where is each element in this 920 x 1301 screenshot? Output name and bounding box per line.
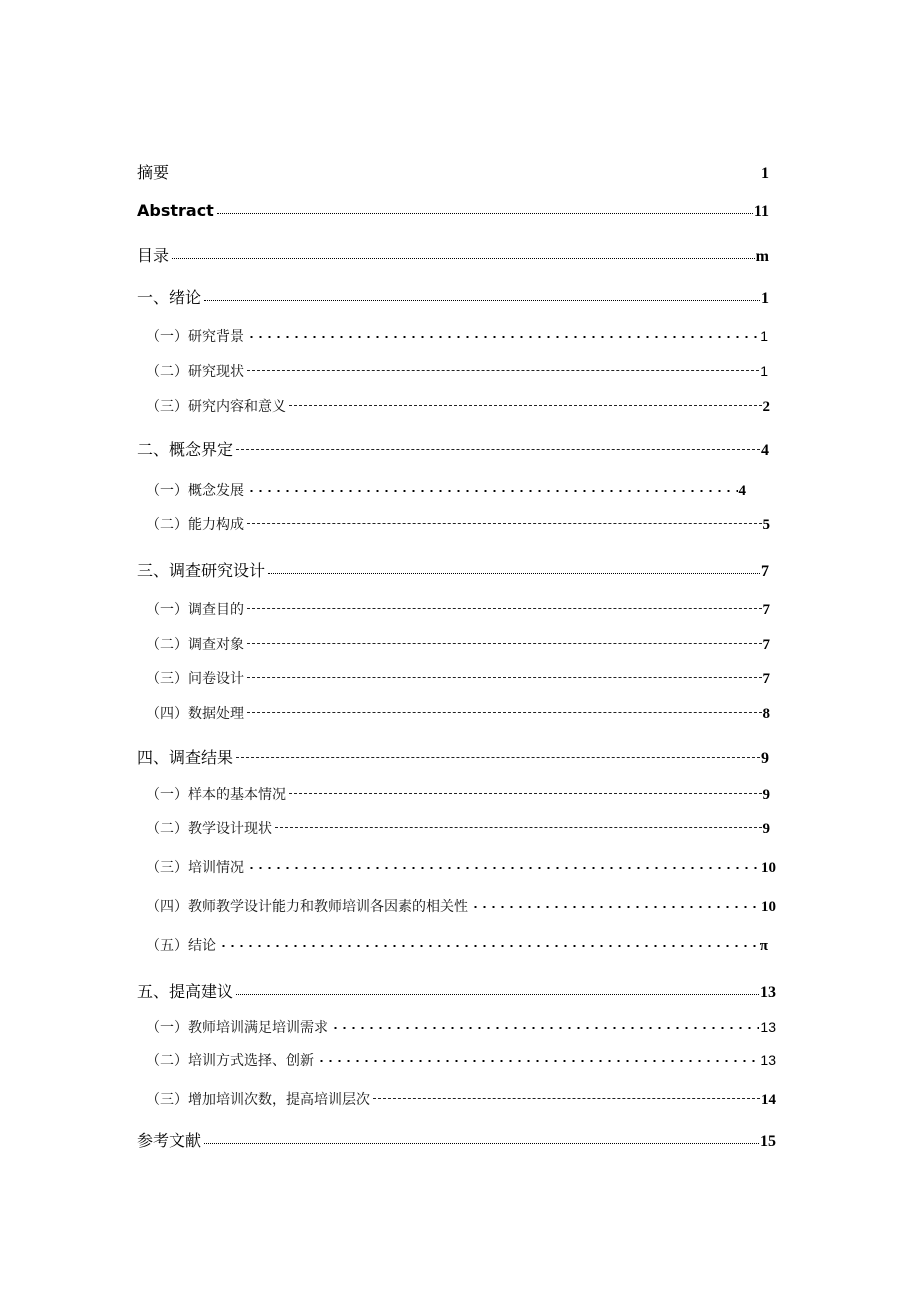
toc-entry-chapter-3[interactable] [137,558,769,581]
toc-entry-section-4-3[interactable] [146,857,776,877]
toc-leader [289,391,762,406]
toc-entry-page: 4 [738,483,746,499]
toc-leader [236,743,760,758]
toc-entry-page: 2 [762,399,770,415]
toc-entry-section-4-2[interactable] [146,818,770,838]
toc-entry-label: 摘要 [137,163,170,182]
toc-entry-chapter-4[interactable] [137,745,769,768]
toc-entry-label: 参考文献 [137,1131,202,1150]
toc-entry-label: 目录 [137,246,170,265]
toc-leader [247,698,762,713]
toc-entry-label: （三）研究内容和意义 [146,399,286,415]
toc-entry-section-1-2[interactable] [146,361,768,381]
toc-entry-page: 1 [761,165,769,182]
toc-entry-section-5-1[interactable] [146,1017,776,1037]
toc-entry-page: 11 [753,203,769,220]
toc-leader [172,244,755,259]
toc-entry-section-4-1[interactable] [146,784,770,804]
toc-entry-section-1-1[interactable] [146,326,768,346]
toc-entry-label: （三）增加培训次数，提高培训层次 [146,1092,370,1108]
toc-leader [247,867,760,869]
toc-entry-label: 五、提高建议 [137,982,234,1001]
toc-entry-label: （二）教学设计现状 [146,821,272,837]
toc-entry-label: （二）能力构成 [146,517,244,533]
toc-leader [317,1060,759,1062]
toc-entry-page: 13 [760,984,776,1001]
toc-entry-label: 一、绪论 [137,288,202,307]
toc-entry-page: m [755,248,769,265]
toc-leader [236,435,760,450]
toc-entry-label: （一）教师培训满足培训需求 [146,1020,328,1036]
toc-entry-label: （五）结论 [146,938,216,954]
toc-leader [373,1084,760,1099]
toc-entry-section-1-3[interactable] [146,396,770,416]
toc-entry-section-4-4[interactable] [146,896,776,916]
toc-leader [247,594,762,609]
toc-leader [289,779,762,794]
toc-entry-page: 9 [762,821,770,837]
toc-entry-page: 13 [760,1052,776,1068]
toc-entry-page: 1 [760,363,768,379]
toc-entry-label: （一）样本的基本情况 [146,787,286,803]
toc-entry-page: 4 [761,442,769,459]
toc-entry-label: （三）培训情况 [146,860,244,876]
toc-entry-abstract-cn[interactable] [137,160,769,183]
toc-entry-section-5-2[interactable] [146,1050,776,1070]
toc-entry-label: （一）调查目的 [146,602,244,618]
toc-leader [204,1129,759,1144]
toc-leader [275,813,762,828]
toc-entry-page: 1 [760,328,768,344]
toc-entry-section-2-1[interactable] [146,480,746,500]
toc-entry-page: π [759,938,768,954]
toc-entry-label: （四）教师教学设计能力和教师培训各因素的相关性 [146,899,468,915]
toc-entry-section-3-1[interactable] [146,599,770,619]
toc-entry-chapter-1[interactable] [137,285,769,308]
toc-leader [217,199,753,214]
toc-entry-page: 9 [761,750,769,767]
toc-entry-chapter-2[interactable] [137,437,769,460]
toc-entry-page: 7 [762,637,770,653]
toc-leader [331,1027,759,1029]
toc-entry-page: 5 [762,517,770,533]
toc-entry-label: （二）研究现状 [146,364,244,380]
toc-entry-page: 13 [760,1019,776,1035]
toc-entry-section-3-3[interactable] [146,668,770,688]
toc-leader [236,980,759,995]
toc-entry-section-5-3[interactable] [146,1089,776,1109]
toc-entry-label: （三）问卷设计 [146,671,244,687]
toc-entry-page: 14 [761,1092,776,1108]
toc-entry-page: 7 [762,602,770,618]
toc-leader [471,906,760,908]
toc-entry-label: （二）调查对象 [146,637,244,653]
toc-leader [247,509,762,524]
toc-leader [247,490,738,492]
toc-leader [247,663,762,678]
toc-entry-page: 7 [762,671,770,687]
toc-entry-section-3-2[interactable] [146,634,770,654]
toc-leader [268,559,760,574]
toc-entry-label: 四、调查结果 [137,748,234,767]
toc-entry-label: 二、概念界定 [137,440,234,459]
toc-entry-section-4-5[interactable] [146,935,768,955]
toc-entry-label: Abstract [137,201,214,220]
toc-entry-page: 1 [761,290,769,307]
toc-entry-page: 15 [760,1133,776,1150]
toc-entry-page: 10 [761,899,776,915]
toc-leader [247,336,759,338]
toc-entry-page: 8 [762,706,770,722]
toc-entry-page: 10 [761,860,776,876]
toc-entry-label: （四）数据处理 [146,706,244,722]
toc-leader [219,945,759,947]
toc-leader [247,629,762,644]
toc-entry-label: 三、调查研究设计 [137,561,266,580]
toc-entry-abstract-en[interactable] [137,201,769,221]
toc-entry-contents[interactable] [137,243,769,266]
toc-entry-label: （一）研究背景 [146,329,244,345]
toc-leader [204,286,760,301]
toc-entry-label: （二）培训方式选择、创新 [146,1053,314,1069]
toc-entry-page: 7 [761,563,769,580]
toc-entry-references[interactable] [137,1128,776,1151]
toc-entry-section-2-2[interactable] [146,514,770,534]
toc-entry-section-3-4[interactable] [146,703,770,723]
toc-entry-page: 9 [762,787,770,803]
toc-leader [247,356,759,371]
toc-entry-chapter-5[interactable] [137,979,776,1002]
toc-entry-label: （一）概念发展 [146,483,244,499]
